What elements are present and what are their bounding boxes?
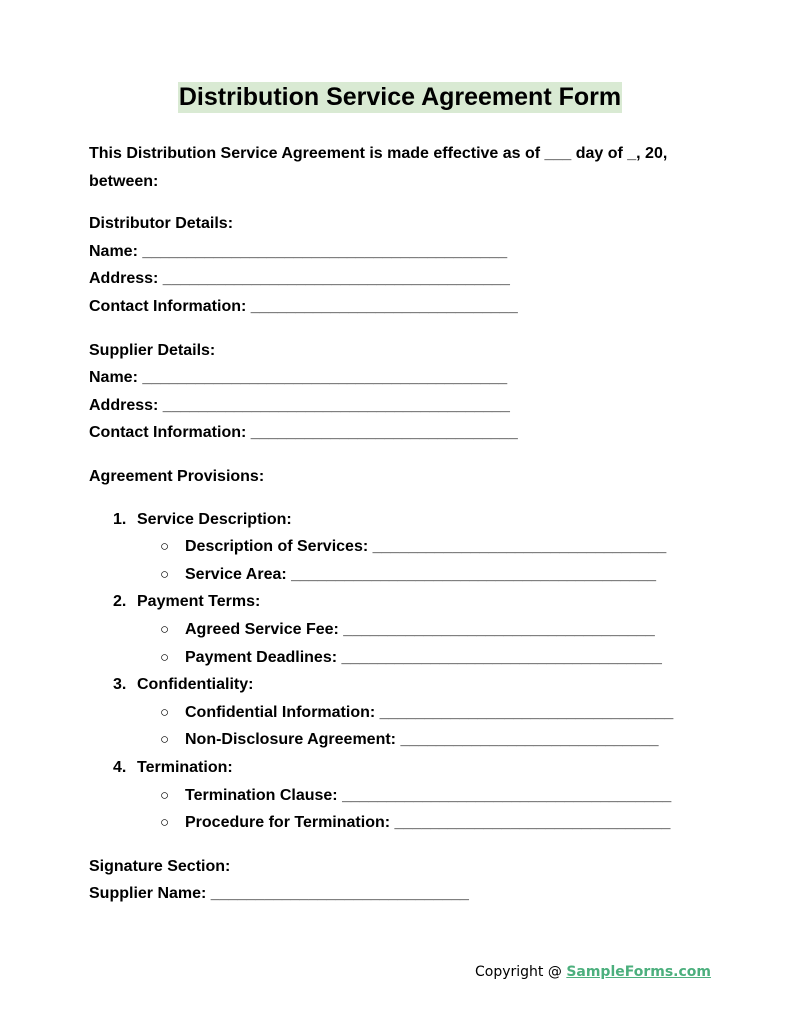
circle-bullet-icon: ○ — [160, 566, 170, 583]
circle-bullet-icon: ○ — [160, 814, 170, 831]
provisions-heading: Agreement Provisions: — [89, 468, 265, 485]
circle-bullet-icon: ○ — [160, 621, 170, 638]
page-title: Distribution Service Agreement Form — [178, 83, 622, 111]
supplier-name-field: Name: _________________________________________ — [89, 369, 508, 386]
circle-bullet-icon: ○ — [160, 731, 170, 748]
list-item: Procedure for Termination: _______________________________ — [185, 814, 671, 831]
supplier-signature-name-field: Supplier Name: _____________________________ — [89, 885, 469, 902]
circle-bullet-icon: ○ — [160, 538, 170, 555]
distributor-heading: Distributor Details: — [89, 215, 234, 232]
circle-bullet-icon: ○ — [160, 649, 170, 666]
section-number: 1. — [113, 511, 127, 528]
list-item: Termination Clause: _____________________________________ — [185, 787, 672, 804]
brand-link[interactable]: SampleForms.com — [566, 964, 712, 980]
list-item: Payment Deadlines: ____________________________________ — [185, 649, 662, 666]
section-number: 4. — [113, 759, 127, 776]
signature-heading: Signature Section: — [89, 858, 231, 875]
section-title: Termination: — [137, 759, 233, 776]
supplier-heading: Supplier Details: — [89, 342, 216, 359]
section-title: Payment Terms: — [137, 593, 261, 610]
list-item: Description of Services: _________________________________ — [185, 538, 667, 555]
supplier-contact-field: Contact Information: ______________________________ — [89, 424, 518, 441]
distributor-address-field: Address: _______________________________________ — [89, 270, 510, 287]
distributor-contact-field: Contact Information: ______________________________ — [89, 298, 518, 315]
list-item: Non-Disclosure Agreement: _____________________________ — [185, 731, 659, 748]
circle-bullet-icon: ○ — [160, 704, 170, 721]
list-item: Service Area: _________________________________________ — [185, 566, 656, 583]
section-number: 3. — [113, 676, 127, 693]
title-container — [89, 82, 711, 113]
distributor-name-field: Name: _________________________________________ — [89, 243, 508, 260]
list-item: Agreed Service Fee: ___________________________________ — [185, 621, 655, 638]
list-item: Confidential Information: _________________________________ — [185, 704, 674, 721]
section-title: Service Description: — [137, 511, 292, 528]
section-number: 2. — [113, 593, 127, 610]
section-title: Confidentiality: — [137, 676, 254, 693]
copyright-footer — [475, 962, 711, 982]
supplier-address-field: Address: _______________________________________ — [89, 397, 510, 414]
intro-paragraph: This Distribution Service Agreement is made effective as of ___ day of _, 20, between: — [89, 145, 668, 190]
circle-bullet-icon: ○ — [160, 787, 170, 804]
copyright-prefix: Copyright @ — [475, 964, 567, 980]
